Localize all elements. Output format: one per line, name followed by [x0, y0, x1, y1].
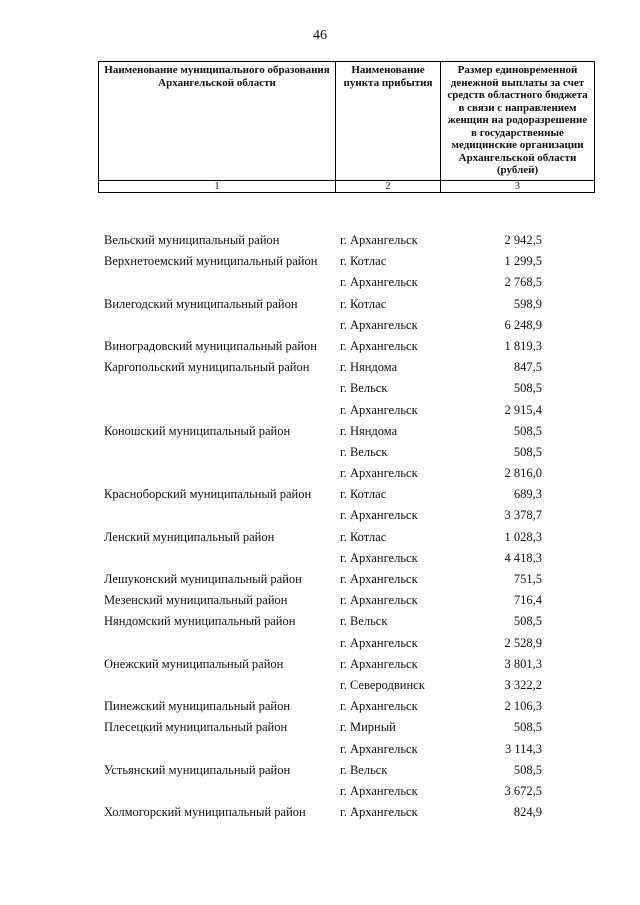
destination-cell: г. Архангельск: [340, 338, 418, 353]
amount-cell: 3 378,7: [504, 508, 542, 523]
column-header-municipality: Наименование муниципального образования Архангельской области: [99, 62, 336, 181]
municipality-cell: Лешуконский муниципальный район: [104, 572, 302, 586]
destination-cell: г. Архангельск: [340, 572, 418, 586]
table-row: [98, 741, 594, 762]
table-row: [98, 338, 594, 359]
amount-cell: 508,5: [513, 614, 542, 629]
amount-cell: 2 816,0: [504, 466, 542, 481]
amount-cell: 4 418,3: [504, 550, 542, 565]
table-row: [98, 804, 594, 825]
destination-cell: г. Котлас: [340, 254, 387, 269]
header-row: [99, 62, 595, 181]
municipality-cell: Вельский муниципальный район: [104, 233, 280, 247]
table-row: [98, 359, 594, 380]
table-row: [98, 253, 594, 274]
amount-cell: 1 819,3: [504, 338, 542, 353]
amount-cell: 2 915,4: [504, 402, 542, 417]
destination-cell: г. Архангельск: [340, 805, 418, 820]
table-row: [98, 507, 594, 528]
amount-cell: 508,5: [513, 762, 542, 777]
destination-cell: г. Архангельск: [340, 593, 418, 608]
table-row: [98, 402, 594, 423]
municipality-cell: Мезенский муниципальный район: [104, 593, 288, 608]
municipality-cell: Плесецкий муниципальный район: [104, 720, 288, 735]
table-header: [98, 61, 595, 193]
destination-cell: г. Котлас: [340, 529, 387, 544]
amount-cell: 689,3: [513, 487, 542, 502]
table-row: [98, 783, 594, 804]
destination-cell: г. Северодвинск: [340, 677, 425, 692]
destination-cell: г. Архангельск: [340, 550, 418, 565]
table-row: [98, 677, 594, 698]
destination-cell: г. Вельск: [340, 444, 388, 459]
municipality-cell: Виноградовский муниципальный район: [104, 338, 317, 353]
destination-cell: г. Архангельск: [340, 635, 418, 650]
municipality-cell: Верхнетоемский муниципальный район: [104, 254, 318, 269]
destination-cell: г. Архангельск: [340, 275, 418, 290]
municipality-cell: Устьянский муниципальный район: [104, 762, 291, 777]
table-row: [98, 719, 594, 740]
amount-cell: 508,5: [513, 444, 542, 459]
destination-cell: г. Вельск: [340, 614, 388, 629]
amount-cell: 2 942,5: [504, 233, 542, 247]
column-number-3: 3: [441, 180, 595, 192]
amount-cell: 508,5: [513, 381, 542, 396]
table-row: [98, 465, 594, 486]
amount-cell: 716,4: [513, 593, 542, 608]
amount-cell: 3 672,5: [504, 783, 542, 798]
column-number-2: 2: [336, 180, 441, 192]
column-header-destination: Наименование пункта прибытия: [336, 62, 441, 181]
column-number-row: [99, 180, 595, 192]
municipality-cell: Вилегодский муниципальный район: [104, 296, 298, 311]
destination-cell: г. Архангельск: [340, 783, 418, 798]
destination-cell: г. Архангельск: [340, 402, 418, 417]
amount-cell: 3 801,3: [504, 656, 542, 671]
amount-cell: 3 322,2: [504, 677, 542, 692]
table-body: [98, 232, 594, 825]
municipality-cell: Коношский муниципальный район: [104, 423, 291, 438]
table-row: [98, 232, 594, 253]
amount-cell: 1 299,5: [504, 254, 542, 269]
destination-cell: г. Няндома: [340, 360, 398, 375]
municipality-cell: Красноборский муниципальный район: [104, 487, 312, 502]
table-row: [98, 423, 594, 444]
table-row: [98, 613, 594, 634]
destination-cell: г. Вельск: [340, 381, 388, 396]
column-number-1: 1: [99, 180, 336, 192]
municipality-cell: Холмогорский муниципальный район: [104, 805, 306, 820]
destination-cell: г. Архангельск: [340, 741, 418, 756]
municipality-cell: Ленский муниципальный район: [104, 529, 275, 544]
amount-cell: 2 106,3: [504, 699, 542, 714]
destination-cell: г. Котлас: [340, 487, 387, 502]
destination-cell: г. Архангельск: [340, 233, 418, 247]
municipality-cell: Каргопольский муниципальный район: [104, 360, 310, 375]
destination-cell: г. Мирный: [340, 720, 396, 735]
municipality-cell: Пинежский муниципальный район: [104, 699, 291, 714]
municipality-cell: Няндомский муниципальный район: [104, 614, 296, 629]
table-row: [98, 296, 594, 317]
destination-cell: г. Котлас: [340, 296, 387, 311]
amount-cell: 2 528,9: [504, 635, 542, 650]
table-row: [98, 698, 594, 719]
amount-cell: 2 768,5: [504, 275, 542, 290]
destination-cell: г. Няндома: [340, 423, 398, 438]
table-row: [98, 762, 594, 783]
destination-cell: г. Архангельск: [340, 699, 418, 714]
table-row: [98, 317, 594, 338]
table-row: [98, 529, 594, 550]
amount-cell: 3 114,3: [504, 741, 542, 756]
amount-cell: 751,5: [513, 572, 542, 586]
destination-cell: г. Архангельск: [340, 508, 418, 523]
amount-cell: 598,9: [513, 296, 542, 311]
table-row: [98, 486, 594, 507]
destination-cell: г. Архангельск: [340, 317, 418, 332]
amount-cell: 824,9: [513, 805, 542, 820]
column-header-payment: Размер единовременной денежной выплаты за счет средств областного бюджета в связи с направлением женщин на родоразрешение в государственные медицинские организации Архангельской области (рублей): [441, 62, 595, 181]
amount-cell: 508,5: [513, 720, 542, 735]
table-row: [98, 380, 594, 401]
table-row: [98, 635, 594, 656]
destination-cell: г. Вельск: [340, 762, 388, 777]
destination-cell: г. Архангельск: [340, 656, 418, 671]
amount-cell: 847,5: [513, 360, 542, 375]
amount-cell: 1 028,3: [504, 529, 542, 544]
table-row: [98, 571, 594, 592]
municipality-cell: Онежский муниципальный район: [104, 656, 284, 671]
page-number: 46: [313, 28, 327, 43]
table-row: [98, 592, 594, 613]
destination-cell: г. Архангельск: [340, 466, 418, 481]
amount-cell: 508,5: [513, 423, 542, 438]
table-row: [98, 656, 594, 677]
amount-cell: 6 248,9: [504, 317, 542, 332]
table-row: [98, 444, 594, 465]
table-row: [98, 274, 594, 295]
table-row: [98, 550, 594, 571]
